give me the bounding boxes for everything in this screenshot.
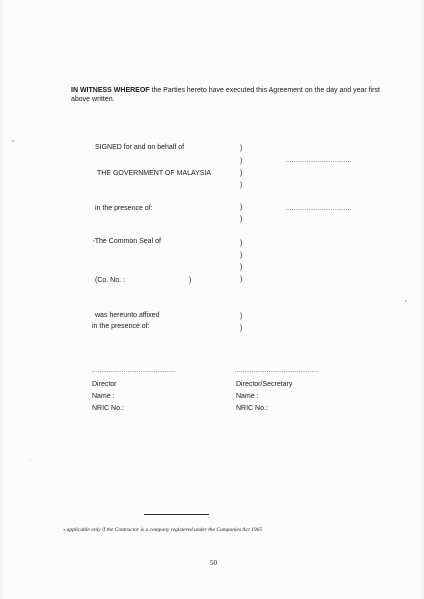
government-label: THE GOVERNMENT OF MALAYSIA	[97, 170, 212, 177]
presence-label-1: in the presence of:	[95, 205, 153, 212]
paren-7: )	[240, 240, 243, 247]
page-number: 50	[210, 559, 217, 567]
scan-speck	[12, 140, 14, 142]
presence-label-2: in the presence of:	[92, 323, 150, 330]
secretary-name-label: Name :	[236, 393, 259, 400]
common-seal-label	[93, 237, 161, 246]
signed-for-label: SIGNED for and on behalf of	[95, 144, 185, 151]
intro-bold: IN WITNESS WHEREOF	[71, 87, 150, 94]
footnote-rule	[144, 514, 209, 515]
witness-signature-line: ...................................	[286, 206, 352, 212]
footnote-text: applicable only if the Contractor is a company registered under the Companies Act 1965	[66, 527, 263, 533]
paren-5: )	[240, 204, 243, 211]
paren-8: )	[240, 252, 243, 259]
paren-3: )	[240, 170, 243, 177]
intro-paragraph	[71, 86, 391, 104]
company-number-label: (Co. No. :	[95, 277, 125, 284]
footnote	[63, 527, 262, 534]
director-signature-line: .............................................	[92, 368, 177, 374]
intro-text: the Parties hereto have executed this Agreement on the day and year first above written.	[71, 87, 380, 103]
director-nric-label: NRIC No.:	[92, 405, 124, 412]
scan-speck	[405, 300, 407, 302]
scan-speck	[30, 460, 31, 461]
common-seal-footnote-mark: *	[93, 239, 95, 244]
director-name-label: Name :	[92, 393, 115, 400]
government-signature-line: ...................................	[286, 158, 352, 164]
secretary-nric-label: NRIC No.:	[236, 405, 268, 412]
paren-10: )	[240, 276, 243, 283]
paren-12: )	[240, 325, 243, 332]
company-number-close: )	[189, 277, 192, 284]
secretary-signature-line: .............................................	[235, 368, 320, 374]
paren-6: )	[240, 216, 243, 223]
paren-2: )	[240, 158, 243, 165]
secretary-title: Director/Secretary	[236, 381, 293, 388]
common-seal-text: The Common Seal of	[94, 238, 161, 245]
paren-4: )	[240, 182, 243, 189]
affixed-label: was hereunto affixed	[95, 312, 160, 319]
footnote-mark: *	[63, 528, 66, 533]
paren-1: )	[240, 145, 243, 152]
director-title: Director	[92, 381, 117, 388]
paren-9: )	[240, 264, 243, 271]
paren-11: )	[240, 313, 243, 320]
